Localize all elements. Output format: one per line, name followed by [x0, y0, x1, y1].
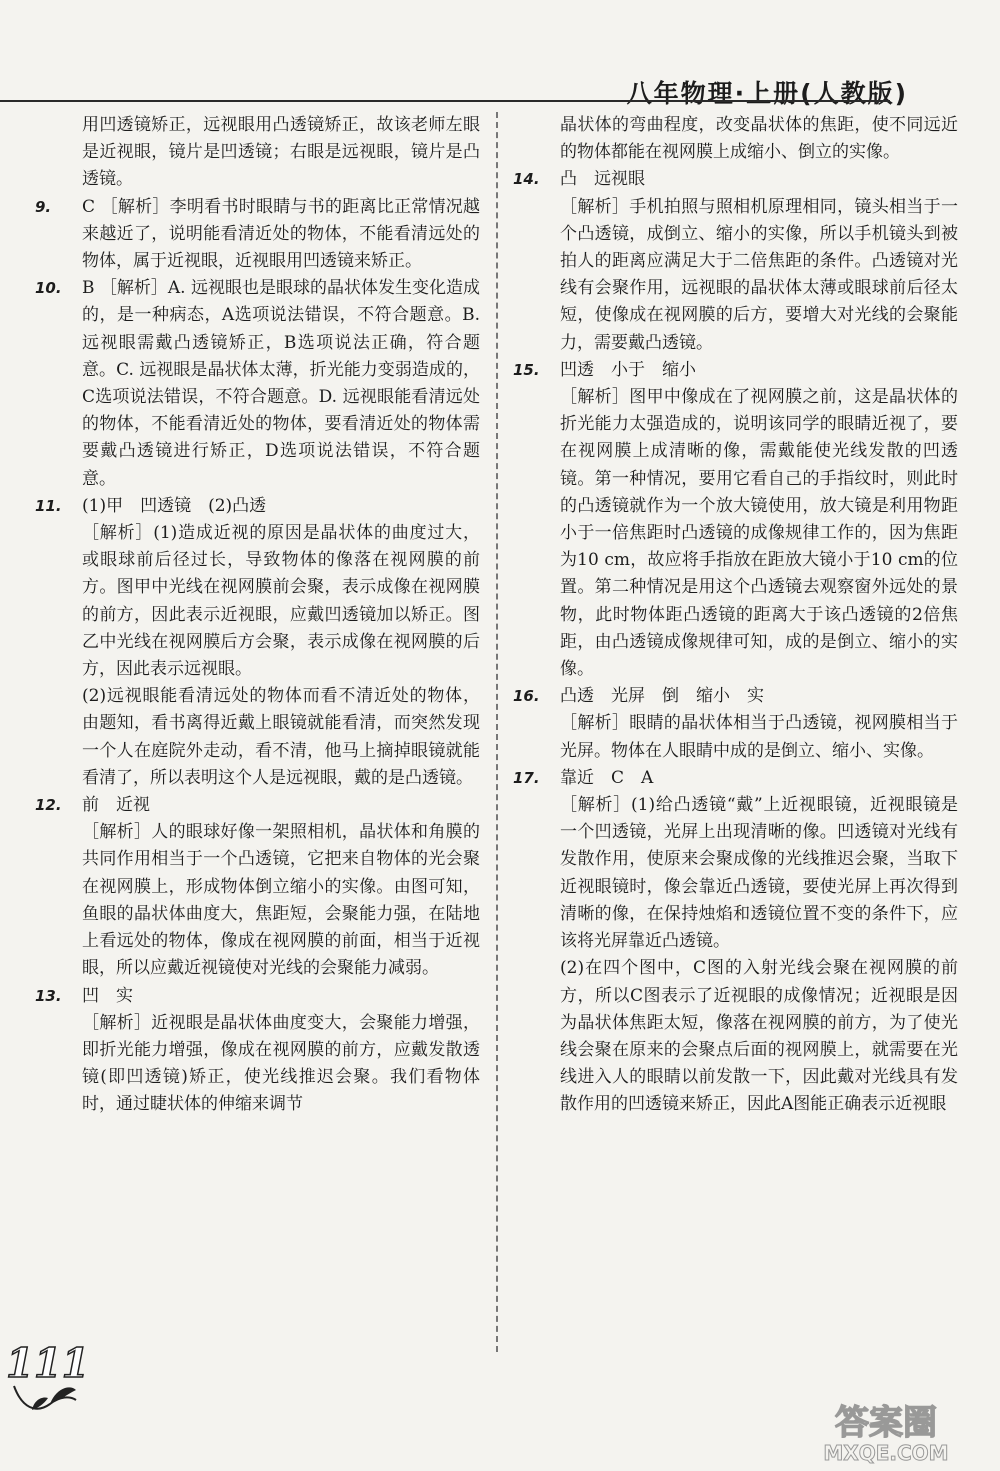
leaf-ornament-icon — [10, 1378, 80, 1418]
answer-item — [513, 166, 958, 356]
answer-number: 12. — [35, 796, 62, 815]
answer-number: 17. — [513, 768, 540, 787]
explanation-text: ［解析］眼睛的晶状体相当于凸透镜，视网膜相当于光屏。物体在人眼睛中成的是倒立、缩小、实像。 — [560, 713, 958, 761]
continuation-paragraph: 晶状体的弯曲程度，改变晶状体的焦距，使不同远近的物体都能在视网膜上成缩小、倒立的实像。 — [560, 115, 958, 163]
explanation-text: ［解析］手机拍照与照相机原理相同，镜头相当于一个凸透镜，成倒立、缩小的实像，所以手机镜头到被拍人的距离应满足大于二倍焦距的条件。凸透镜对光线有会聚作用，远视眼的晶状体太薄或眼球前后径太短，使像成在视网膜的后方，要增大对光线的会聚能力，需要戴凸透镜。 — [560, 196, 958, 353]
answer-text: (1)甲 凹透镜 (2)凸透 — [82, 495, 267, 516]
answer-number: 15. — [513, 360, 540, 379]
page-header — [0, 0, 1000, 108]
header-title: 八年物理·上册(人教版) — [626, 79, 908, 108]
answer-item — [513, 765, 958, 1119]
answer-item — [513, 357, 958, 683]
answer-text: 凸透 光屏 倒 缩小 实 — [560, 686, 764, 707]
answer-number: 14. — [513, 170, 540, 189]
answer-item — [35, 792, 480, 982]
answer-text: 靠近 C A — [560, 767, 654, 788]
continuation-paragraph: 用凹透镜矫正，远视眼用凸透镜矫正，故该老师左眼是近视眼，镜片是凹透镜；右眼是远视眼，镜片是凸透镜。 — [82, 115, 480, 190]
continuation-text — [513, 112, 958, 166]
watermark-logo — [786, 1400, 986, 1464]
answer-number: 9. — [35, 197, 52, 216]
watermark-text-cn: 答案圈 — [835, 1403, 937, 1443]
answer-item — [35, 194, 480, 276]
answer-number: 11. — [35, 496, 62, 515]
right-column — [513, 112, 958, 1119]
answer-item — [35, 983, 480, 1119]
explanation-text: ［解析］(1)给凸透镜“戴”上近视眼镜，近视眼镜是一个凹透镜，光屏上出现清晰的像。凹透镜对光线有发散作用，使原来会聚成像的光线推迟会聚，当取下近视眼镜时，像会靠近凸透镜，要使光屏上再次得到清晰的像，在保持烛焰和透镜位置不变的条件下，应该将光屏靠近凸透镜。 — [560, 795, 958, 952]
explanation-text: ［解析］图甲中像成在了视网膜之前，这是晶状体的折光能力太强造成的，说明该同学的眼睛近视了，要在视网膜上成清晰的像，需戴能使光线发散的凹透镜。第一种情况，要用它看自己的手指纹时，则此时的凸透镜就作为一个放大镜使用，放大镜是利用物距小于一倍焦距时凸透镜的成像规律工作的，因为焦距为10 cm，故应将手指放在距放大镜小于10 cm的位置。第二种情况是用这个凸透镜去观察窗外远处的景物，此时物体距凸透镜的距离大于该凸透镜的2倍焦距，由凸透镜成像规律可知，成的是倒立、缩小的实像。 — [560, 387, 958, 680]
explanation-text: ［解析］人的眼球好像一架照相机，晶状体和角膜的共同作用相当于一个凸透镜，它把来自物体的光会聚在视网膜上，形成物体倒立缩小的实像。由图可知，鱼眼的晶状体曲度大，焦距短，会聚能力强，在陆地上看远处的物体，像成在视网膜的前面，相当于近视眼，所以应戴近视镜使对光线的会聚能力减弱。 — [82, 822, 480, 979]
answer-item — [35, 493, 480, 792]
answer-text: 凹透 小于 缩小 — [560, 359, 696, 380]
header-rule — [0, 100, 890, 102]
left-column — [35, 112, 480, 1119]
answer-text: 前 近视 — [82, 795, 150, 816]
answer-number: 13. — [35, 986, 62, 1005]
answer-text: 凸 远视眼 — [560, 169, 645, 190]
answer-text: C ［解析］李明看书时眼睛与书的距离比正常情况越来越近了，说明能看清近处的物体，不能看清远处的物体，属于近视眼，近视眼用凹透镜来矫正。 — [82, 196, 480, 272]
answer-number: 16. — [513, 687, 540, 706]
continuation-text — [35, 112, 480, 194]
explanation-text: ［解析］近视眼是晶状体曲度变大，会聚能力增强，即折光能力增强，像成在视网膜的前方，应戴发散透镜(即凹透镜)矫正，使光线推迟会聚。我们看物体时，通过睫状体的伸缩来调节 — [82, 1012, 480, 1115]
answer-item — [513, 683, 958, 765]
column-divider — [496, 112, 498, 1352]
explanation-text: ［解析］(1)造成近视的原因是晶状体的曲度过大，或眼球前后径过长，导致物体的像落在视网膜的前方。图甲中光线在视网膜前会聚，表示成像在视网膜的前方，因此表示近视眼，应戴凹透镜加以矫正。图乙中光线在视网膜后方会聚，表示成像在视网膜的后方，因此表示远视眼。 — [82, 523, 480, 680]
answer-item — [35, 275, 480, 493]
explanation-text: (2)远视眼能看清远处的物体而看不清近处的物体，由题知，看书离得近戴上眼镜就能看清，而突然发现一个人在庭院外走动，看不清，他马上摘掉眼镜就能看清了，所以表明这个人是远视眼，戴的是凸透镜。 — [82, 686, 480, 788]
answer-text: B ［解析］A. 远视眼也是眼球的晶状体发生变化造成的，是一种病态，A选项说法错误，不符合题意。B. 远视眼需戴凸透镜矫正，B选项说法正确，符合题意。C. 远视眼是晶状体太薄，折光能力变弱造成的，C选项说法错误，不符合题意。D. 远视眼能看清远处的物体，不能看清近处的物体，要看清近处的物体需要戴凸透镜进行矫正，D选项说法错误，不符合题意。 — [82, 278, 480, 489]
explanation-text: (2)在四个图中，C图的入射光线会聚在视网膜的前方，所以C图表示了近视眼的成像情况；近视眼是因为晶状体焦距太短，像落在视网膜的前方，为了使光线会聚在原来的会聚点后面的视网膜上，就需要在光线进入人的眼睛以前发散一下，因此戴对光线具有发散作用的凹透镜来矫正，因此A图能正确表示近视眼 — [560, 958, 958, 1115]
page-number: 111 — [6, 1340, 90, 1387]
answer-text: 凹 实 — [82, 985, 133, 1006]
answer-number: 10. — [35, 279, 62, 298]
watermark-text-en: MXQE.COM — [823, 1441, 949, 1464]
